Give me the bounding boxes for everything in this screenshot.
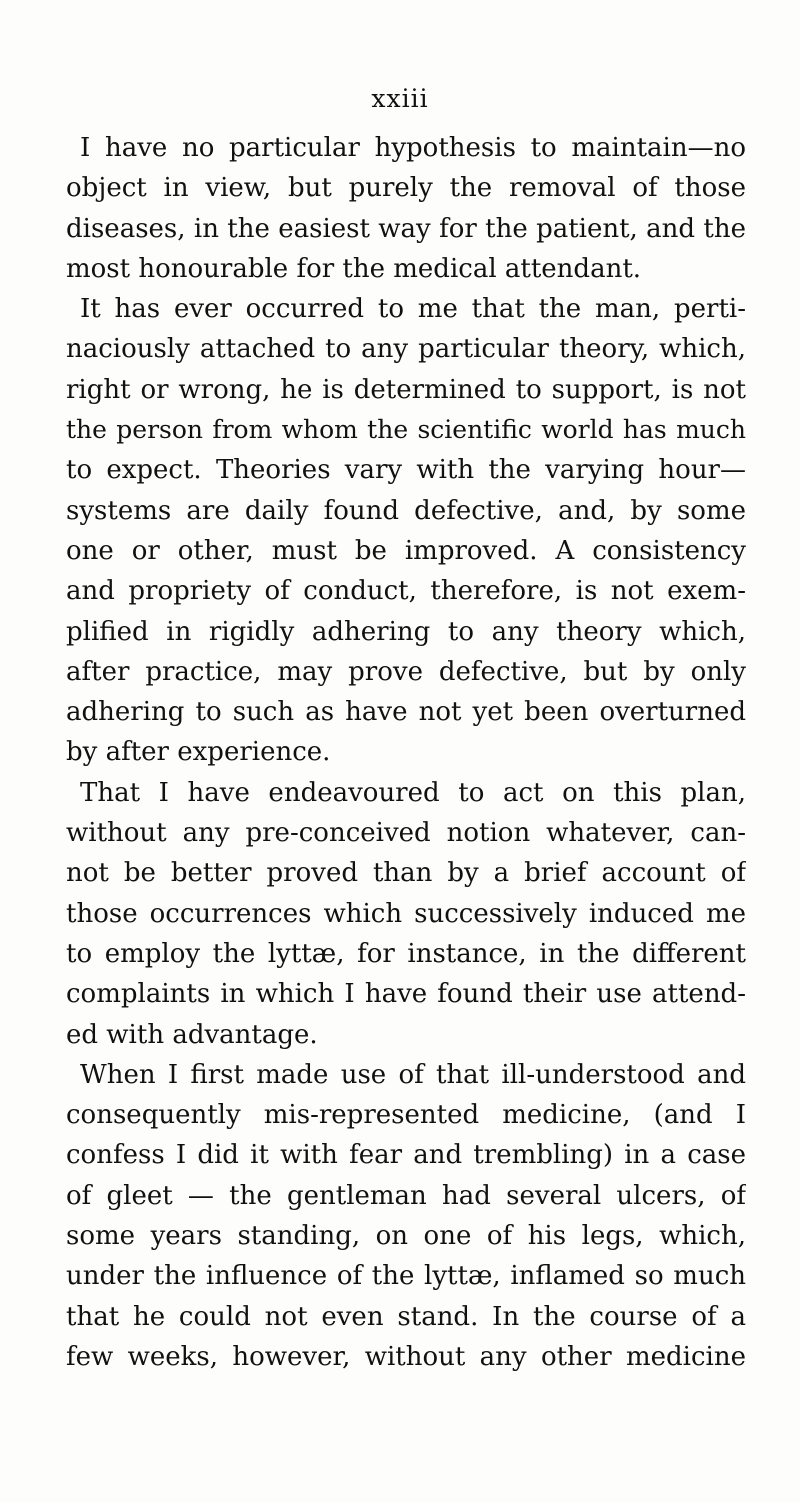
text-line: by after experience. bbox=[66, 737, 331, 768]
text-line: When I first made use of that ill-understood and bbox=[80, 1059, 746, 1090]
text-line: some years standing, on one of his legs, which, bbox=[66, 1221, 746, 1252]
text-line: right or wrong, he is determined to support, is not bbox=[66, 374, 746, 405]
text-line: confess I did it with fear and trembling) in a case bbox=[66, 1140, 746, 1171]
text-line: object in view, but purely the removal of those bbox=[66, 173, 746, 204]
text-line: that he could not even stand. In the course of a bbox=[66, 1301, 746, 1332]
text-line: to employ the lyttæ, for instance, in the different bbox=[66, 938, 746, 969]
body-text bbox=[66, 128, 746, 1377]
text-line: to expect. Theories vary with the varying hour— bbox=[66, 455, 746, 486]
text-line: That I have endeavoured to act on this plan, bbox=[80, 777, 746, 808]
text-line: after practice, may prove defective, but by only bbox=[66, 656, 746, 687]
text-line: of gleet — the gentleman had several ulcers, of bbox=[66, 1180, 746, 1211]
text-line: few weeks, however, without any other medicine bbox=[66, 1341, 746, 1372]
text-line: naciously attached to any particular theory, which, bbox=[66, 334, 746, 365]
text-line: consequently mis-represented medicine, (and I bbox=[66, 1100, 746, 1131]
text-line: I have no particular hypothesis to maintain—no bbox=[80, 133, 746, 163]
text-line: systems are daily found defective, and, by some bbox=[66, 495, 746, 526]
text-line: diseases, in the easiest way for the patient, and the bbox=[66, 213, 746, 244]
text-line: without any pre-conceived notion whatever, can- bbox=[66, 818, 746, 849]
page-number: xxiii bbox=[371, 84, 429, 113]
text-line: those occurrences which successively induced me bbox=[66, 898, 746, 929]
text-line: the person from whom the scientific world has much bbox=[66, 415, 746, 445]
text-line: ed with advantage. bbox=[66, 1019, 318, 1050]
text-line: one or other, must be improved. A consistency bbox=[66, 535, 746, 566]
text-line: complaints in which I have found their use attend- bbox=[66, 979, 746, 1010]
text-line: plified in rigidly adhering to any theory which, bbox=[66, 616, 746, 647]
text-line: It has ever occurred to me that the man, perti- bbox=[80, 294, 746, 325]
text-line: not be better proved than by a brief account of bbox=[66, 858, 746, 889]
text-line: most honourable for the medical attendant. bbox=[66, 253, 642, 284]
text-line: and propriety of conduct, therefore, is not exem- bbox=[66, 576, 746, 607]
text-line: under the influence of the lyttæ, inflamed so much bbox=[66, 1261, 746, 1292]
text-line: adhering to such as have not yet been overturned bbox=[66, 697, 746, 728]
